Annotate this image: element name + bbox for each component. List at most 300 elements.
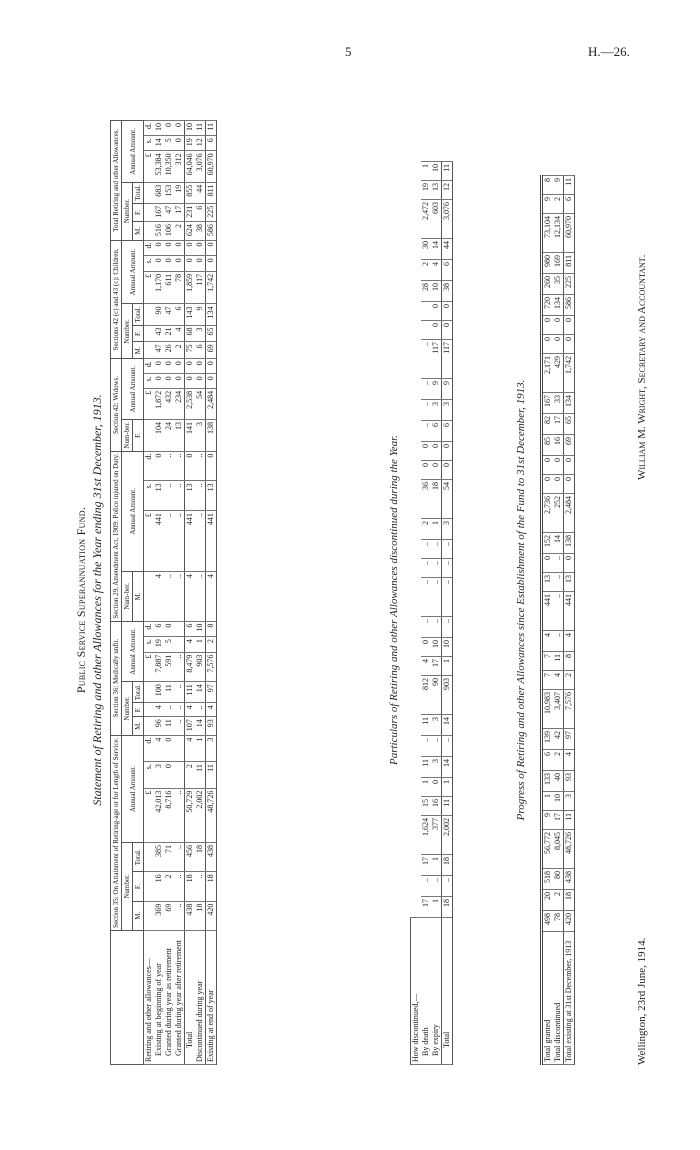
value-cell: 432 [164,388,174,419]
value-cell: 811 [564,253,575,274]
value-cell: 2,171 [542,354,554,393]
value-cell: 60,970 [564,214,575,253]
value-cell: 53,384 [154,151,164,182]
value-cell: 0 [195,256,206,271]
value-cell: 0 [174,359,185,374]
value-cell: 138 [206,419,217,451]
value-cell: 10,983 [542,690,554,729]
value-cell: .. [164,511,174,572]
row-label: Total [185,930,196,1064]
value-cell: 603 [431,200,442,239]
unit-label: d. [144,735,155,762]
unit-label: d. [144,451,155,481]
value-cell: 1 [195,637,206,652]
unit-label: s. [144,762,155,788]
value-cell: 14 [431,239,442,260]
value-cell: 111 [185,682,196,703]
value-cell: 2,002 [442,816,453,855]
value-cell: .. [195,511,206,572]
value-cell: 138 [564,533,575,554]
value-cell: 6 [431,421,442,442]
value-cell [174,621,185,637]
value-cell: 54 [195,388,206,419]
value-cell: 420 [564,911,575,932]
value-cell: 4 [206,572,217,622]
value-cell: 107 [185,717,196,735]
total-header: Total. [133,682,144,703]
value-cell: 225 [564,274,575,295]
value-cell: 0 [421,442,431,461]
value-cell: .. [164,481,174,511]
unit-label: £ [144,151,155,182]
value-cell: 17 [553,811,564,830]
value-cell: 4 [185,735,196,762]
value-cell: 78 [553,911,564,932]
header-section35: Section 35: On Attainment of Retiring-age or for Length of Service. [111,735,122,930]
value-cell: 518 [542,869,554,890]
value-cell: 0 [431,442,442,461]
value-cell: 106 [164,222,174,240]
value-cell: 441 [185,511,196,572]
value-cell: 17 [431,657,442,676]
value-cell: 4 [564,631,575,652]
unit-label: s. [144,481,155,511]
total-header: Total. [133,843,144,872]
value-cell: .. [421,379,431,400]
value-cell: 10 [442,638,453,657]
annual-header: Annual Amount. [122,451,144,572]
value-cell: 14 [442,757,453,778]
value-cell: 624 [185,222,196,240]
value-cell: 0 [542,554,554,573]
value-cell: 1,170 [154,271,164,304]
total-header: Total. [133,304,144,325]
value-cell: 1 [431,519,442,540]
f-header: F. [133,872,144,901]
number-header: Number. [122,182,133,240]
value-cell: 3 [442,519,453,540]
value-cell: 11 [442,797,453,816]
document-subtitle: Statement of Retiring and other Allowances for the Year ending 31st December, 1913. [90,394,104,806]
value-cell: 14 [442,715,453,736]
value-cell: 0 [164,621,174,637]
unit-label: £ [144,652,155,682]
header-section42: Section 42: Widows. [111,359,122,451]
value-cell: 11 [164,717,174,735]
value-cell: 1 [542,792,554,811]
value-cell: 17 [174,203,185,221]
value-cell: 2 [206,637,217,652]
annual-header: Annual Amount. [122,240,144,304]
value-cell: 64,046 [185,151,196,182]
value-cell: 0 [442,461,453,480]
value-cell: .. [195,572,206,622]
value-cell: 0 [164,359,174,374]
value-cell: 17 [553,414,564,435]
value-cell: 0 [164,121,174,136]
value-cell: .. [442,578,453,617]
value-cell: 167 [154,203,164,221]
value-cell [421,302,431,321]
value-cell: 10 [431,281,442,302]
value-cell: 134 [564,393,575,414]
value-cell: 117 [431,340,442,379]
value-cell: 48,726 [564,830,575,869]
value-cell: .. [195,872,206,901]
value-cell: 438 [564,869,575,890]
value-cell: 47 [164,203,174,221]
value-cell: 11 [421,757,431,778]
value-cell: 18 [431,480,442,519]
value-cell: 169 [553,253,564,274]
row-label: Total discontinued [553,932,564,1065]
value-cell: 586 [564,295,575,316]
value-cell: 56,772 [542,830,554,869]
value-cell: 47 [154,342,164,359]
value-cell: 0 [553,316,564,335]
value-cell: 0 [174,256,185,271]
discontinued-table [410,161,453,1065]
value-cell: 0 [154,240,164,256]
value-cell: 377 [431,816,442,855]
value-cell: .. [421,540,431,559]
value-cell: 429 [553,354,564,393]
value-cell: 0 [431,461,442,480]
value-cell: 11 [164,682,174,703]
page-number: 5 [345,44,352,59]
value-cell: .. [431,578,442,617]
value-cell: 811 [206,182,217,203]
value-cell: 18 [442,855,453,876]
value-cell: 19 [174,182,185,203]
value-cell: 0 [206,256,217,271]
value-cell: 234 [174,388,185,419]
blank-header [111,930,144,1064]
value-cell: .. [421,617,431,638]
value-cell: 141 [185,419,196,451]
value-cell: 13 [185,481,196,511]
value-cell: 134 [553,295,564,316]
unit-label [144,682,155,703]
value-cell: 0 [564,316,575,335]
unit-label [144,901,155,930]
value-cell: 85 [542,435,554,456]
value-cell: 2 [421,260,431,281]
value-cell: 75 [185,342,196,359]
value-cell: .. [174,788,185,842]
place-date: Wellington, 23rd June, 1914. [636,937,648,1065]
value-cell: 0 [154,374,164,389]
value-cell: 17 [421,897,431,918]
unit-label: £ [144,388,155,419]
value-cell: 2,538 [185,388,196,419]
value-cell: 11 [564,176,575,195]
value-cell: 10 [431,638,442,657]
unit-label: £ [144,788,155,842]
section3-title: Progress of Retiring and other Allowances since Establishment of the Fund to 31st December, 1913. [515,379,527,821]
header-total: Total Retiring and other Allowances. [111,121,122,241]
value-cell: .. [421,876,431,897]
page-reference: H.—26. [588,44,630,59]
table-row [174,121,185,1065]
unit-label [144,222,155,240]
value-cell: 0 [174,121,185,136]
value-cell: 8 [542,176,554,195]
value-cell: 812 [421,676,431,715]
value-cell: 0 [442,302,453,321]
value-cell: 4 [185,703,196,717]
value-cell: 13 [154,481,164,511]
m-header: M. [133,222,144,240]
value-cell: 96 [154,717,164,735]
value-cell: 6 [564,195,575,214]
row-label: Total granted [542,932,554,1065]
row-label: Granted during year after retirement [174,930,185,1064]
value-cell: .. [431,559,442,578]
value-cell: 7,576 [564,690,575,729]
value-cell: .. [174,451,185,481]
value-cell: 97 [206,682,217,703]
annual-header: Annual Amount. [122,359,144,420]
value-cell: 13 [174,419,185,451]
value-cell: 15 [421,797,431,816]
value-cell: 153 [164,182,174,203]
value-cell: 60,970 [206,151,217,182]
value-cell: 2,472 [421,200,431,239]
value-cell: 19 [185,136,196,151]
unit-label: s. [144,136,155,151]
value-cell: 0 [154,451,164,481]
value-cell: 225 [206,203,217,221]
row-label: By expiry [431,918,442,1065]
value-cell: 1 [421,778,431,797]
value-cell: 7 [542,652,554,671]
value-cell: 420 [206,901,217,930]
value-cell: .. [174,901,185,930]
value-cell: 441 [154,511,164,572]
value-cell: 35 [553,274,564,295]
value-cell: .. [442,540,453,559]
signature: William M. Wright, Secretary and Accountant. [636,254,648,480]
value-cell: 16 [553,435,564,456]
value-cell: 48,726 [206,788,217,842]
value-cell: 10 [185,121,196,136]
value-cell: .. [553,573,564,592]
table-row [164,121,174,1065]
value-cell: 13 [542,573,554,592]
value-cell: 20 [542,890,554,911]
value-cell: 0 [195,359,206,374]
value-cell: 73,104 [542,214,554,253]
value-cell: 11 [442,162,453,181]
value-cell: 38 [442,281,453,302]
value-cell: .. [174,481,185,511]
value-cell: 17 [421,855,431,876]
unit-label [144,843,155,872]
value-cell: .. [553,631,564,652]
value-cell: 0 [564,554,575,573]
number-header: Num-ber. [122,419,133,451]
table-row [431,162,442,1065]
value-cell: 2,736 [542,494,554,533]
table-row [206,121,217,1065]
number-header: Number. [122,304,133,359]
value-cell: .. [195,481,206,511]
value-cell: 80 [553,869,564,890]
value-cell: 11 [206,121,217,136]
value-cell: 5 [164,136,174,151]
value-cell: 18 [442,897,453,918]
value-cell: 10 [154,121,164,136]
value-cell: 3 [431,400,442,421]
value-cell: 980 [542,253,554,274]
value-cell: .. [174,703,185,717]
row-label: Existing at end of year [206,930,217,1064]
value-cell: 18 [195,901,206,930]
value-cell: 6 [442,260,453,281]
value-cell: 3,076 [442,200,453,239]
value-cell: 65 [564,414,575,435]
value-cell: .. [174,511,185,572]
value-cell: 7 [542,671,554,690]
value-cell: 1 [442,657,453,676]
value-cell: 385 [154,843,164,872]
unit-label [144,182,155,203]
value-cell: 3 [442,400,453,421]
value-cell: 0 [174,136,185,151]
unit-label: £ [144,511,155,572]
number-header: Number. [122,843,133,931]
value-cell: 498 [542,911,554,932]
row-label: Granted during year as retirement [164,930,174,1064]
table-row [553,176,564,1065]
header-section43: Sections 42 (c) and 43 (c): Children. [111,240,122,359]
value-cell: 1,624 [421,816,431,855]
annual-header: Annual Amount. [122,735,144,842]
value-cell: .. [421,559,431,578]
value-cell: 0 [174,240,185,256]
value-cell: 43 [154,325,164,342]
annual-header: Annual Amount. [122,621,144,682]
value-cell: 2 [174,222,185,240]
value-cell: 0 [431,321,442,340]
f-header: F. [133,325,144,342]
f-header: F. [133,703,144,717]
table-row [195,121,206,1065]
value-cell: .. [421,340,431,379]
table-row [421,162,431,1065]
value-cell: 252 [553,494,564,533]
value-cell: 9 [442,379,453,400]
value-cell: 611 [164,271,174,304]
value-cell: 586 [206,222,217,240]
value-cell: 3 [154,762,164,788]
value-cell: 21 [164,325,174,342]
value-cell: 12 [442,181,453,200]
table-row [154,121,164,1065]
value-cell: 0 [164,374,174,389]
value-cell: 441 [542,592,554,631]
value-cell: 36 [421,480,431,519]
value-cell: 16 [431,797,442,816]
value-cell: 0 [431,778,442,797]
value-cell: 0 [542,456,554,475]
table-row [442,162,453,1065]
value-cell: 0 [185,374,196,389]
value-cell: 9 [542,811,554,830]
value-cell: 104 [154,419,164,451]
unit-label: s. [144,256,155,271]
value-cell: 6 [542,750,554,771]
value-cell: .. [174,872,185,901]
value-cell: 438 [185,901,196,930]
value-cell: 0 [553,335,564,354]
value-cell: 18 [206,872,217,901]
table2-heading: How discontinued,— [411,918,422,1065]
value-cell: .. [442,876,453,897]
value-cell: 97 [564,729,575,750]
value-cell: 0 [185,451,196,481]
value-cell: .. [174,682,185,703]
value-cell: 0 [206,451,217,481]
value-cell: 0 [154,359,164,374]
value-cell: .. [421,578,431,617]
row-label: Existing at beginning of year [154,930,164,1064]
value-cell: .. [174,843,185,872]
value-cell: 13 [206,481,217,511]
header-section36: Section 36: Medically unfit. [111,621,122,735]
value-cell: 1 [195,735,206,762]
value-cell: 9 [542,195,554,214]
value-cell: 11 [553,652,564,671]
value-cell: 0 [553,456,564,475]
unit-label [144,325,155,342]
value-cell: .. [553,592,564,631]
value-cell: 93 [206,717,217,735]
value-cell: 0 [431,302,442,321]
value-cell: 4 [564,750,575,771]
value-cell: 3 [195,419,206,451]
value-cell: 0 [542,475,554,494]
value-cell: 10,350 [164,151,174,182]
value-cell: 0 [195,374,206,389]
value-cell: .. [442,617,453,638]
value-cell: 2 [553,750,564,771]
value-cell: 30 [421,239,431,260]
value-cell: 10 [553,792,564,811]
value-cell: .. [431,617,442,638]
value-cell: 47 [164,304,174,325]
unit-label [144,342,155,359]
value-cell: 0 [185,240,196,256]
value-cell: .. [164,451,174,481]
value-cell: 1,859 [185,271,196,304]
value-cell: 13 [564,573,575,592]
value-cell: 3 [564,792,575,811]
value-cell: 1 [421,162,431,181]
value-cell: 0 [164,762,174,788]
value-cell: 4 [174,325,185,342]
value-cell: 1 [431,855,442,876]
value-cell: 4 [542,631,554,652]
value-cell: 1 [442,778,453,797]
value-cell: 4 [553,671,564,690]
value-cell: 3 [195,325,206,342]
value-cell: .. [431,736,442,757]
value-cell [174,637,185,652]
value-cell: 26 [164,342,174,359]
value-cell: 260 [542,274,554,295]
